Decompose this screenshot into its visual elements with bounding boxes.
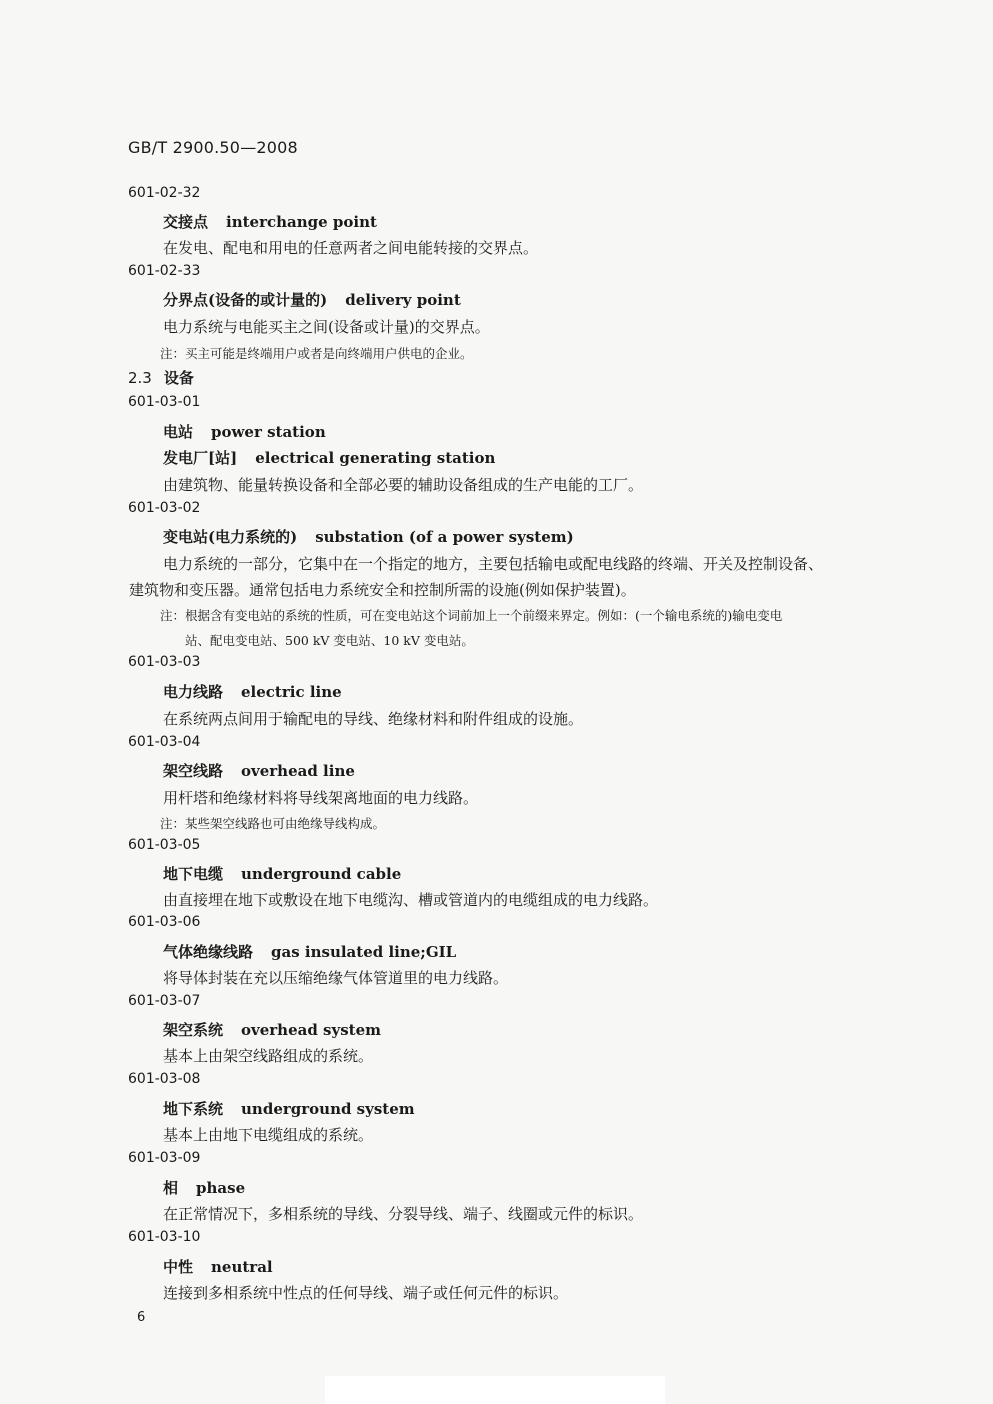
definition: 由建筑物、能量转换设备和全部必要的辅助设备组成的生产电能的工厂。 <box>163 476 644 494</box>
term-english: underground cable <box>241 865 402 883</box>
standard-code: GB/T 2900.50—2008 <box>128 138 298 157</box>
entry-number: 601-02-33 <box>128 263 201 279</box>
entry-number: 601-03-05 <box>128 837 201 853</box>
section-heading <box>128 367 194 388</box>
section-number: 2.3 <box>128 369 152 387</box>
term-heading <box>163 681 342 702</box>
term-heading-synonym <box>163 447 495 468</box>
term-english: overhead system <box>241 1021 382 1039</box>
term-english: neutral <box>211 1258 273 1276</box>
definition: 将导体封装在充以压缩绝缘气体管道里的电力线路。 <box>163 969 509 987</box>
term-chinese: 交接点 <box>163 213 209 231</box>
definition: 连接到多相系统中性点的任何导线、端子或任何元件的标识。 <box>163 1284 569 1302</box>
term-chinese: 架空线路 <box>163 762 224 780</box>
definition: 基本上由架空线路组成的系统。 <box>163 1047 374 1065</box>
definition-continued: 建筑物和变压器。通常包括电力系统安全和控制所需的设施(例如保护装置)。 <box>129 581 636 599</box>
term-english: electrical generating station <box>255 449 496 467</box>
term-heading <box>163 941 456 962</box>
term-chinese: 发电厂[站] <box>163 449 238 467</box>
term-english: substation (of a power system) <box>315 528 574 546</box>
term-english: delivery point <box>345 291 461 309</box>
term-chinese: 变电站(电力系统的) <box>163 528 298 546</box>
note: 注：买主可能是终端用户或者是向终端用户供电的企业。 <box>160 346 473 361</box>
term-heading <box>163 1177 245 1198</box>
term-english: power station <box>211 423 326 441</box>
term-chinese: 地下系统 <box>163 1100 224 1118</box>
term-chinese: 电站 <box>163 423 194 441</box>
entry-number: 601-03-10 <box>128 1229 201 1245</box>
term-chinese: 相 <box>163 1179 179 1197</box>
term-heading <box>163 1098 415 1119</box>
term-chinese: 电力线路 <box>163 683 224 701</box>
section-title: 设备 <box>163 369 194 387</box>
term-heading <box>163 1019 381 1040</box>
term-heading <box>163 421 326 442</box>
term-chinese: 架空系统 <box>163 1021 224 1039</box>
term-heading <box>163 863 401 884</box>
term-heading <box>163 211 377 232</box>
term-heading <box>163 526 574 547</box>
term-chinese: 分界点(设备的或计量的) <box>163 291 328 309</box>
term-english: electric line <box>241 683 342 701</box>
definition: 电力系统与电能买主之间(设备或计量)的交界点。 <box>163 318 490 336</box>
scan-edge-strip <box>325 1376 665 1404</box>
entry-number: 601-03-04 <box>128 734 201 750</box>
entry-number: 601-03-03 <box>128 654 201 670</box>
term-chinese: 地下电缆 <box>163 865 224 883</box>
term-heading <box>163 289 461 310</box>
note: 注：根据含有变电站的系统的性质，可在变电站这个词前加上一个前缀来界定。例如：(一个输电系统的)输电变电 <box>160 608 783 623</box>
definition: 基本上由地下电缆组成的系统。 <box>163 1126 374 1144</box>
definition: 在正常情况下，多相系统的导线、分裂导线、端子、线圈或元件的标识。 <box>163 1205 644 1223</box>
entry-number: 601-03-07 <box>128 993 201 1009</box>
term-english: gas insulated line;GIL <box>271 943 457 961</box>
note: 注：某些架空线路也可由绝缘导线构成。 <box>160 816 386 831</box>
term-chinese: 气体绝缘线路 <box>163 943 254 961</box>
page-number: 6 <box>137 1310 146 1325</box>
term-chinese: 中性 <box>163 1258 194 1276</box>
term-heading <box>163 760 355 781</box>
note-continued: 站、配电变电站、500 kV 变电站、10 kV 变电站。 <box>185 633 474 648</box>
term-english: phase <box>196 1179 246 1197</box>
entry-number: 601-02-32 <box>128 185 201 201</box>
definition: 电力系统的一部分，它集中在一个指定的地方，主要包括输电或配电线路的终端、开关及控制设备、 <box>163 555 824 573</box>
definition: 用杆塔和绝缘材料将导线架离地面的电力线路。 <box>163 789 479 807</box>
definition: 在系统两点间用于输配电的导线、绝缘材料和附件组成的设施。 <box>163 710 584 728</box>
entry-number: 601-03-06 <box>128 914 201 930</box>
term-heading <box>163 1256 273 1277</box>
entry-number: 601-03-01 <box>128 394 201 410</box>
entry-number: 601-03-08 <box>128 1071 201 1087</box>
term-english: overhead line <box>241 762 355 780</box>
entry-number: 601-03-02 <box>128 500 201 516</box>
definition: 由直接埋在地下或敷设在地下电缆沟、槽或管道内的电缆组成的电力线路。 <box>163 891 659 909</box>
term-english: underground system <box>241 1100 415 1118</box>
definition: 在发电、配电和用电的任意两者之间电能转接的交界点。 <box>163 239 539 257</box>
term-english: interchange point <box>226 213 377 231</box>
entry-number: 601-03-09 <box>128 1150 201 1166</box>
